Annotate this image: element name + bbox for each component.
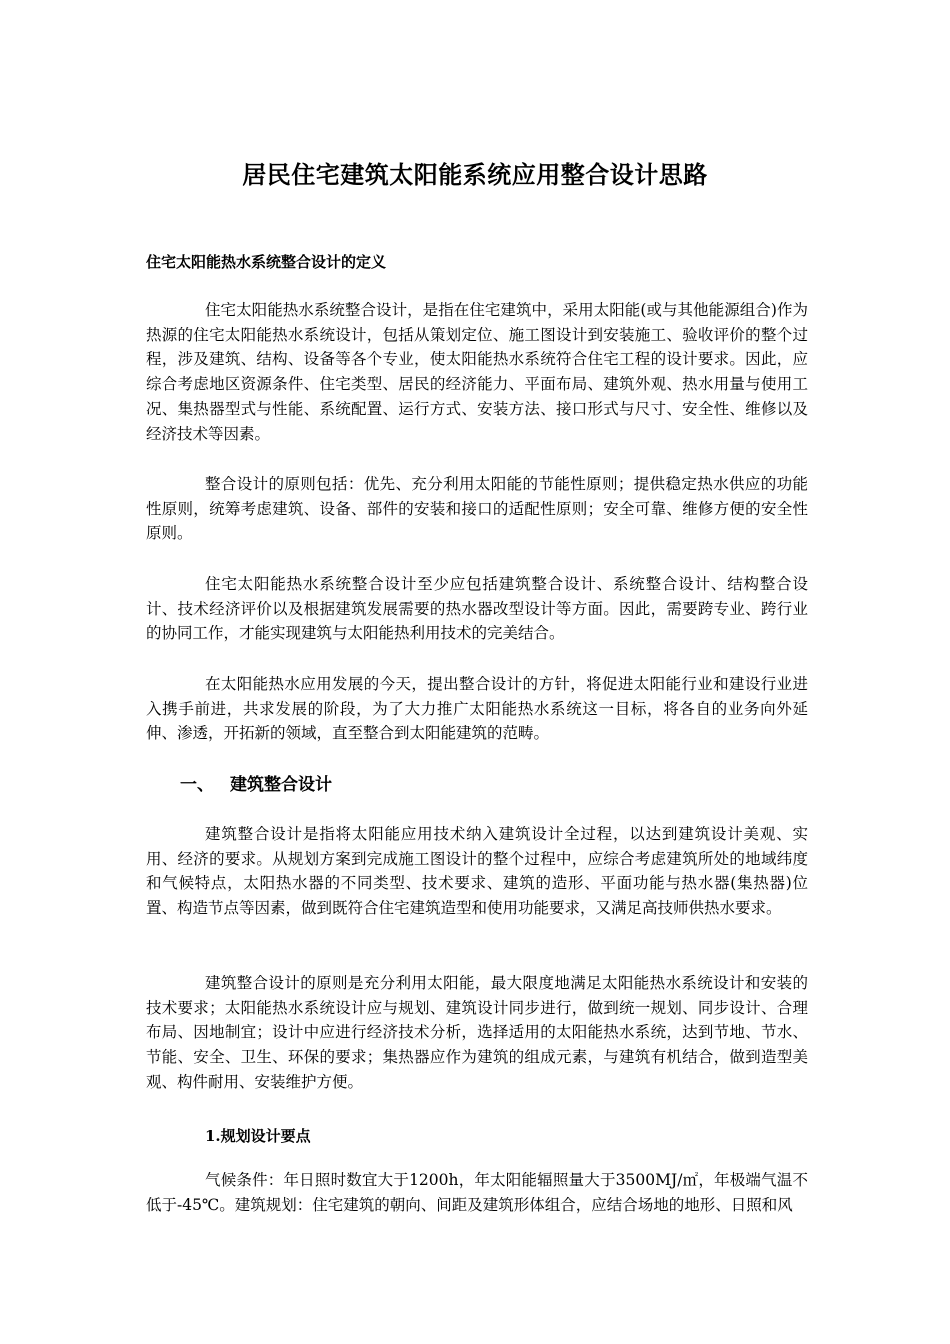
numbered-heading-text: 建筑整合设计 <box>230 775 332 795</box>
paragraph-scope: 住宅太阳能热水系统整合设计至少应包括建筑整合设计、系统整合设计、结构整合设计、技术经济评价以及根据建筑发展需要的热水器改型设计等方面。因此，需要跨专业、跨行业的协同工作，才能实现建筑与太阳能热利用技术的完美结合。 <box>146 575 808 643</box>
document-title: 居民住宅建筑太阳能系统应用整合设计思路 <box>242 160 708 189</box>
paragraph-integration-principles: 建筑整合设计的原则是充分利用太阳能，最大限度地满足太阳能热水系统设计和安装的技术要求；太阳能热水系统设计应与规划、建筑设计同步进行，做到统一规划、同步设计、合理布局、因地制宜；设计中应进行经济技术分析，选择适用的太阳能热水系统，达到节地、节水、节能、安全、卫生、环保的要求；集热器应作为建筑的组成元素，与建筑有机结合，做到造型美观、构件耐用、安装维护方便。 <box>146 974 808 1091</box>
paragraph-definition: 住宅太阳能热水系统整合设计，是指在住宅建筑中，采用太阳能(或与其他能源组合)作为热源的住宅太阳能热水系统设计，包括从策划定位、施工图设计到安装施工、验收评价的整个过程，涉及建筑、结构、设备等各个专业，使太阳能热水系统符合住宅工程的设计要求。因此，应综合考虑地区资源条件、住宅类型、居民的经济能力、平面布局、建筑外观、热水用量与使用工况、集热器型式与性能、系统配置、运行方式、安装方法、接口形式与尺寸、安全性、维修以及经济技术等因素。 <box>146 301 808 443</box>
sub-heading-planning: 1.规划设计要点 <box>205 1127 311 1145</box>
paragraph-climate: 气候条件：年日照时数宜大于1200h，年太阳能辐照量大于3500MJ/㎡，年极端气温不低于-45℃。建筑规划：住宅建筑的朝向、间距及建筑形体组合，应结合场地的地形、日照和风 <box>146 1171 808 1214</box>
paragraph-building-integration: 建筑整合设计是指将太阳能应用技术纳入建筑设计全过程，以达到建筑设计美观、实用、经济的要求。从规划方案到完成施工图设计的整个过程中，应综合考虑建筑所处的地域纬度和气候特点，太阳热水器的不同类型、技术要求、建筑的造形、平面功能与热水器(集热器)位置、构造节点等因素，做到既符合住宅建筑造型和使用功能要求，又满足高技师供热水要求。 <box>146 825 808 918</box>
numbered-heading <box>180 772 332 798</box>
paragraph-development: 在太阳能热水应用发展的今天，提出整合设计的方针，将促进太阳能行业和建设行业进入携手前进，共求发展的阶段，为了大力推广太阳能热水系统这一目标，将各自的业务向外延伸、渗透，开拓新的领域，直至整合到太阳能建筑的范畴。 <box>146 675 808 743</box>
paragraph-principles: 整合设计的原则包括：优先、充分利用太阳能的节能性原则；提供稳定热水供应的功能性原则，统筹考虑建筑、设备、部件的安装和接口的适配性原则；安全可靠、维修方便的安全性原则。 <box>146 475 808 543</box>
numbered-heading-number: 一、 <box>180 775 214 795</box>
section-heading: 住宅太阳能热水系统整合设计的定义 <box>146 253 387 271</box>
